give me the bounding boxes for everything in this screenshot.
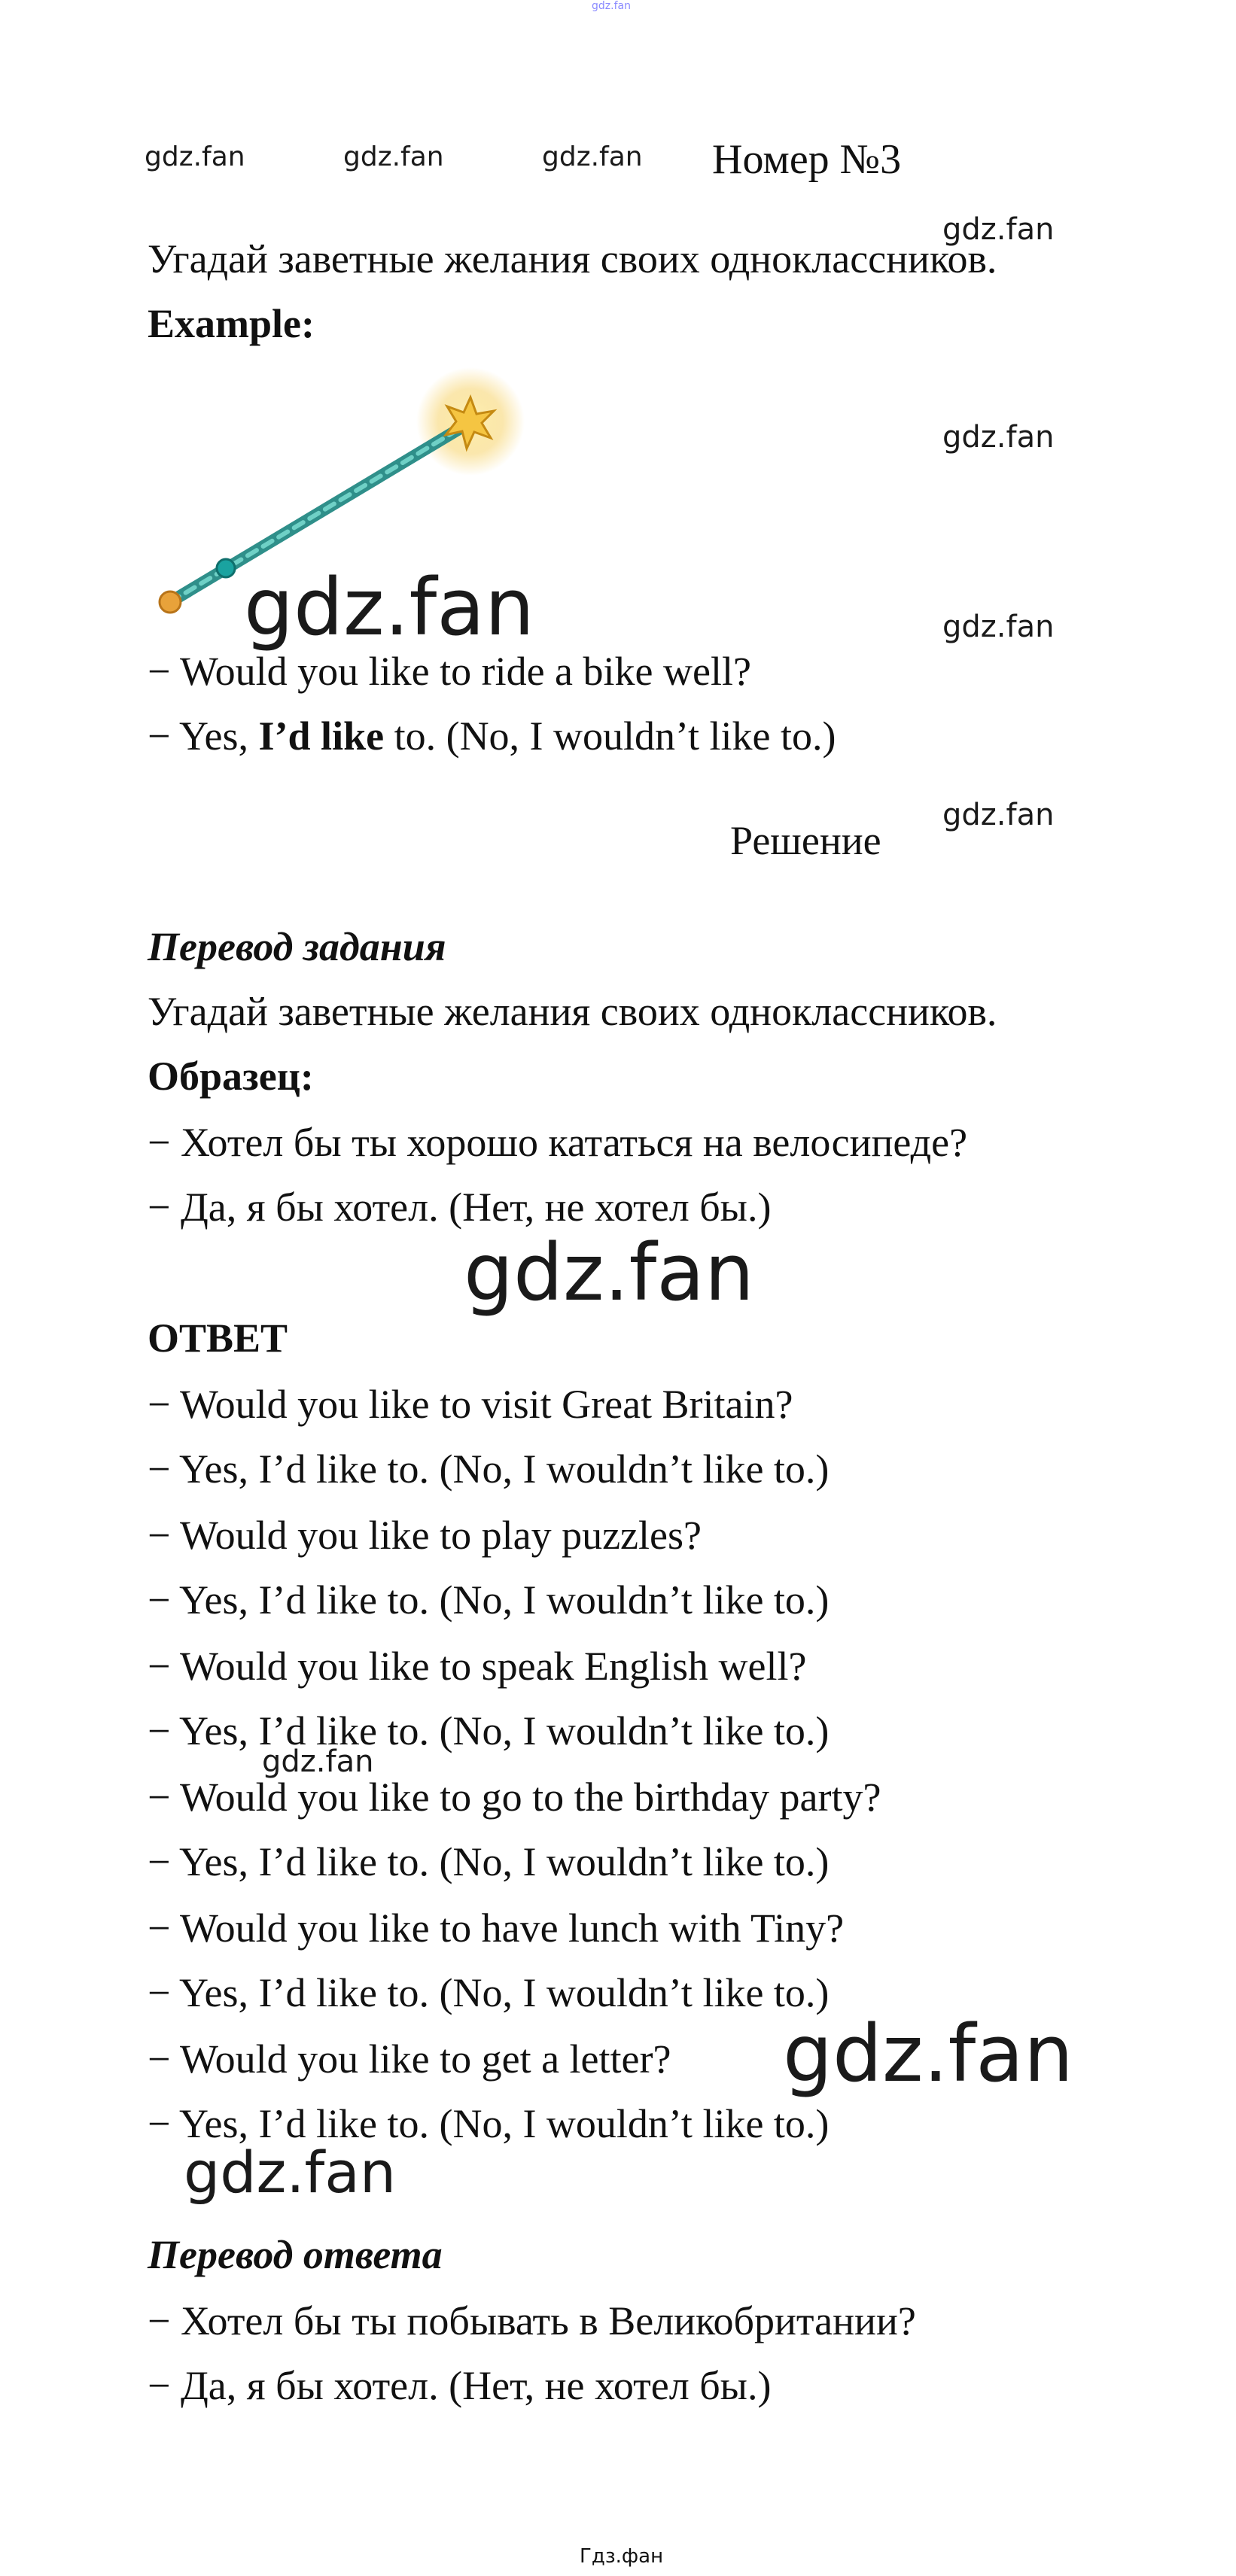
answer-translation-heading: Перевод ответа	[148, 2232, 443, 2277]
translation-heading: Перевод задания	[148, 924, 446, 969]
example-answer-suffix: to. (No, I wouldn’t like to.)	[384, 713, 836, 759]
translation-example-label: Образец:	[148, 1054, 314, 1099]
example-answer	[148, 712, 836, 760]
watermark-right-4: gdz.fan	[942, 798, 1055, 832]
answer-line: − Would you like to play puzzles?	[148, 1513, 702, 1558]
translation-line: − Да, я бы хотел. (Нет, не хотел бы.)	[148, 1185, 772, 1230]
answer-line: − Yes, I’d like to. (No, I wouldn’t like to.)	[148, 2101, 830, 2146]
answer-line: − Would you like to visit Great Britain?	[148, 1382, 793, 1427]
translation-instruction: Угадай заветные желания своих одноклассников.	[148, 989, 997, 1034]
watermark-header-2: gdz.fan	[343, 141, 444, 172]
watermark-right-3: gdz.fan	[942, 610, 1055, 644]
watermark-header-1: gdz.fan	[145, 141, 245, 172]
answer-line: − Yes, I’d like to. (No, I wouldn’t like to.)	[148, 1577, 830, 1623]
answer-line: − Would you like to go to the birthday party?	[148, 1775, 881, 1820]
watermark-big-2: gdz.fan	[464, 1227, 754, 1318]
translation-line: − Хотел бы ты хорошо кататься на велосипеде?	[148, 1120, 968, 1165]
watermark-small-mid: gdz.fan	[262, 1744, 374, 1779]
watermark-big-1: gdz.fan	[244, 561, 534, 653]
answer-line: − Would you like to have lunch with Tiny?	[148, 1905, 845, 1951]
answer-line: − Yes, I’d like to. (No, I wouldn’t like to.)	[148, 1970, 830, 2015]
watermark-header-3: gdz.fan	[542, 141, 643, 172]
watermark-big-3: gdz.fan	[783, 2008, 1073, 2100]
task-instruction: Угадай заветные желания своих одноклассников.	[148, 236, 997, 281]
example-question: − Would you like to ride a bike well?	[148, 649, 751, 694]
answer-heading: ОТВЕТ	[148, 1315, 288, 1361]
answer-line: − Yes, I’d like to. (No, I wouldn’t like to.)	[148, 1446, 830, 1492]
answer-line: − Would you like to get a letter?	[148, 2036, 671, 2082]
answer-line: − Would you like to speak English well?	[148, 1644, 807, 1689]
watermark-right-2: gdz.fan	[942, 420, 1055, 455]
example-answer-bold: I’d like	[258, 713, 385, 759]
watermark-right-1: gdz.fan	[942, 212, 1055, 247]
watermark-big-4: gdz.fan	[184, 2139, 397, 2206]
watermark-top: gdz.fan	[592, 0, 631, 12]
answer-translation-line: − Хотел бы ты побывать в Великобритании?	[148, 2298, 916, 2343]
answer-translation-line: − Да, я бы хотел. (Нет, не хотел бы.)	[148, 2363, 772, 2408]
task-number: Номер №3	[712, 136, 902, 183]
example-answer-prefix: − Yes,	[148, 713, 259, 759]
answer-line: − Yes, I’d like to. (No, I wouldn’t like to.)	[148, 1708, 830, 1753]
solution-label: Решение	[730, 818, 881, 863]
footer-watermark: Гдз.фан	[580, 2545, 664, 2568]
example-label: Example:	[148, 301, 315, 346]
answer-line: − Yes, I’d like to. (No, I wouldn’t like to.)	[148, 1839, 830, 1884]
